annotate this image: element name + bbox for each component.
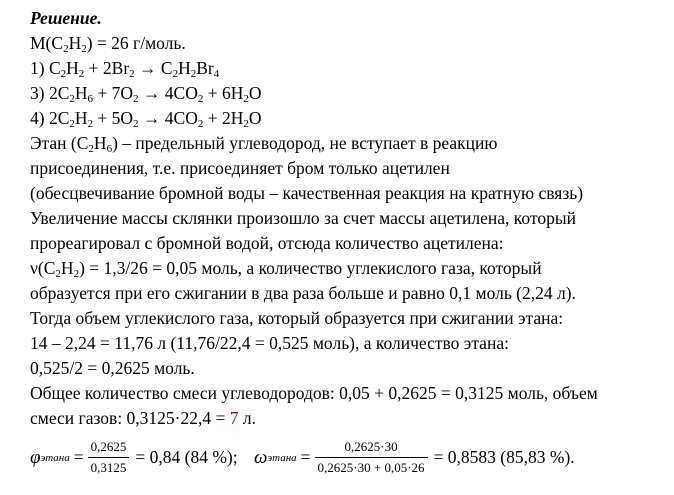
text-line: Увеличение массы склянки произошло за счет массы ацетилена, который <box>30 208 576 228</box>
omega-symbol: ω <box>254 446 268 468</box>
molar-mass-line: $M(C_2H_2) = 26$ г/моль. <box>30 33 186 55</box>
text-line: 14 – 2,24 = 11,76 л (11,76/22,4 = 0,525 моль), а количество этана: <box>30 333 509 353</box>
phi-numerator: 0,2625 <box>88 439 130 458</box>
omega-subscript: этана <box>267 451 297 464</box>
reaction-equation-3: 3) $2C_2H_6 + 7O_2 \to 4CO_2 + 6H_2O$ <box>30 83 262 105</box>
text-line: $\nu(C_2H_2) = 1,3/26 = 0,05$ моль, а количество углекислого газа, который <box>30 258 542 280</box>
omega-result: = 0,8583 (85,83 %). <box>433 447 575 467</box>
phi-denominator: 0,3125 <box>90 460 127 475</box>
answer-value: 7 <box>229 408 239 428</box>
phi-subscript: этана <box>40 451 70 464</box>
text-line: 0,525/2 = 0,2625 моль. <box>30 358 195 378</box>
text-line: Общее количество смеси углеводородов: 0,05 + 0,2625 = 0,3125 моль, объем <box>30 383 598 403</box>
phi-result: = 0,84 (84 %); <box>135 447 238 467</box>
text-line: Тогда объем углекислого газа, который образуется при сжигании этана: <box>30 308 564 328</box>
reaction-equation-1: 1) $C_2H_2 + 2Br_2 \to C_2H_2Br_4$ <box>30 58 220 80</box>
reaction-equation-4: 4) $2C_2H_2 + 5O_2 \to 4CO_2 + 2H_2O$ <box>30 108 262 130</box>
text-line: (обесцвечивание бромной воды – качественная реакция на кратную связь) <box>30 183 584 203</box>
text-line: прореагировал с бромной водой, отсюда количество ацетилена: <box>30 233 504 253</box>
omega-numerator: 0,2625·30 <box>315 439 428 458</box>
phi-fraction <box>88 439 130 476</box>
omega-fraction <box>315 439 428 476</box>
phi-symbol: φ <box>30 446 41 468</box>
omega-denominator: 0,2625·30 + 0,05·26 <box>317 460 425 475</box>
text-line: присоединения, т.е. присоединяет бром только ацетилен <box>30 158 450 178</box>
final-volume-line: смеси газов: 0,3125·22,4 = 7 л. <box>30 408 256 428</box>
phi-equals: = <box>73 447 84 467</box>
omega-equals: = <box>300 447 311 467</box>
fraction-formulas <box>30 435 666 495</box>
phi-formula <box>30 439 238 476</box>
omega-formula <box>254 439 575 476</box>
solution-heading: Решение. <box>30 8 102 28</box>
solution-document <box>30 6 666 495</box>
text-line: Этан $(C_2H_6)$ – предельный углеводород, не вступает в реакцию <box>30 133 498 155</box>
text-line: образуется при его сжигании в два раза больше и равно 0,1 моль (2,24 л). <box>30 283 576 303</box>
